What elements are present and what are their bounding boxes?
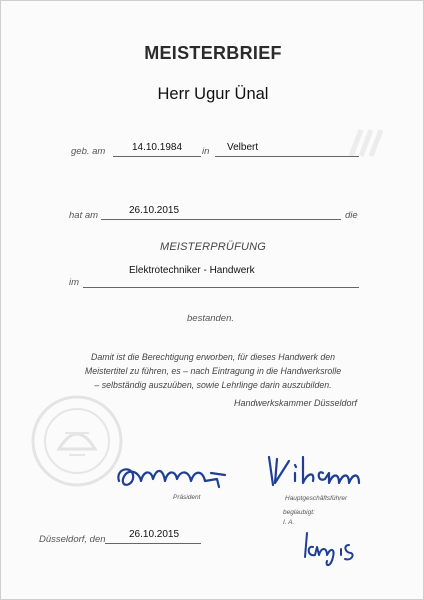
paragraph-line: Meistertitel zu führen, es – nach Eintragung in die Handwerksrolle: [84, 366, 342, 376]
trade-value: Elektrotechniker - Handwerk: [129, 265, 255, 276]
exam-date-label: hat am: [69, 210, 99, 221]
birth-place-line: [215, 156, 359, 157]
passed-text: bestanden.: [187, 313, 235, 324]
birth-place: Velbert: [227, 142, 259, 153]
exam-date-suffix: die: [345, 210, 358, 221]
on-behalf-label: I. A.: [283, 519, 295, 526]
chamber-name: Handwerkskammer Düsseldorf: [233, 398, 357, 408]
exam-date-line: [101, 219, 341, 220]
exam-subtitle: MEISTERPRÜFUNG: [159, 241, 267, 253]
president-role: Präsident: [173, 494, 201, 501]
issue-date: 26.10.2015: [129, 529, 180, 540]
recipient-name: Herr Ugur Ünal: [157, 85, 269, 103]
exam-date: 26.10.2015: [129, 205, 180, 216]
president-signature: [113, 459, 243, 495]
embossed-seal: [29, 391, 125, 491]
issue-date-line: [105, 543, 201, 544]
birth-date-label: geb. am: [71, 146, 106, 157]
certifying-signature: [299, 527, 369, 573]
birth-date: 14.10.1984: [131, 142, 183, 153]
trade-line: [83, 287, 359, 288]
paragraph-line: Damit ist die Berechtigung erworben, für dieses Handwerk den: [91, 352, 335, 362]
rights-paragraph: [41, 350, 385, 392]
certified-label: beglaubigt:: [283, 509, 315, 516]
birth-date-line: [113, 156, 201, 157]
managing-director-role: Hauptgeschäftsführer: [285, 495, 348, 502]
birth-place-label: in: [202, 146, 210, 157]
issue-place-label: Düsseldorf, den: [39, 534, 106, 545]
paragraph-line: – selbständig auszuüben, sowie Lehrlinge darin auszubilden.: [94, 380, 332, 390]
trade-label: im: [69, 277, 80, 288]
page-title: MEISTERBRIEF: [144, 43, 282, 63]
managing-director-signature: [263, 451, 383, 495]
